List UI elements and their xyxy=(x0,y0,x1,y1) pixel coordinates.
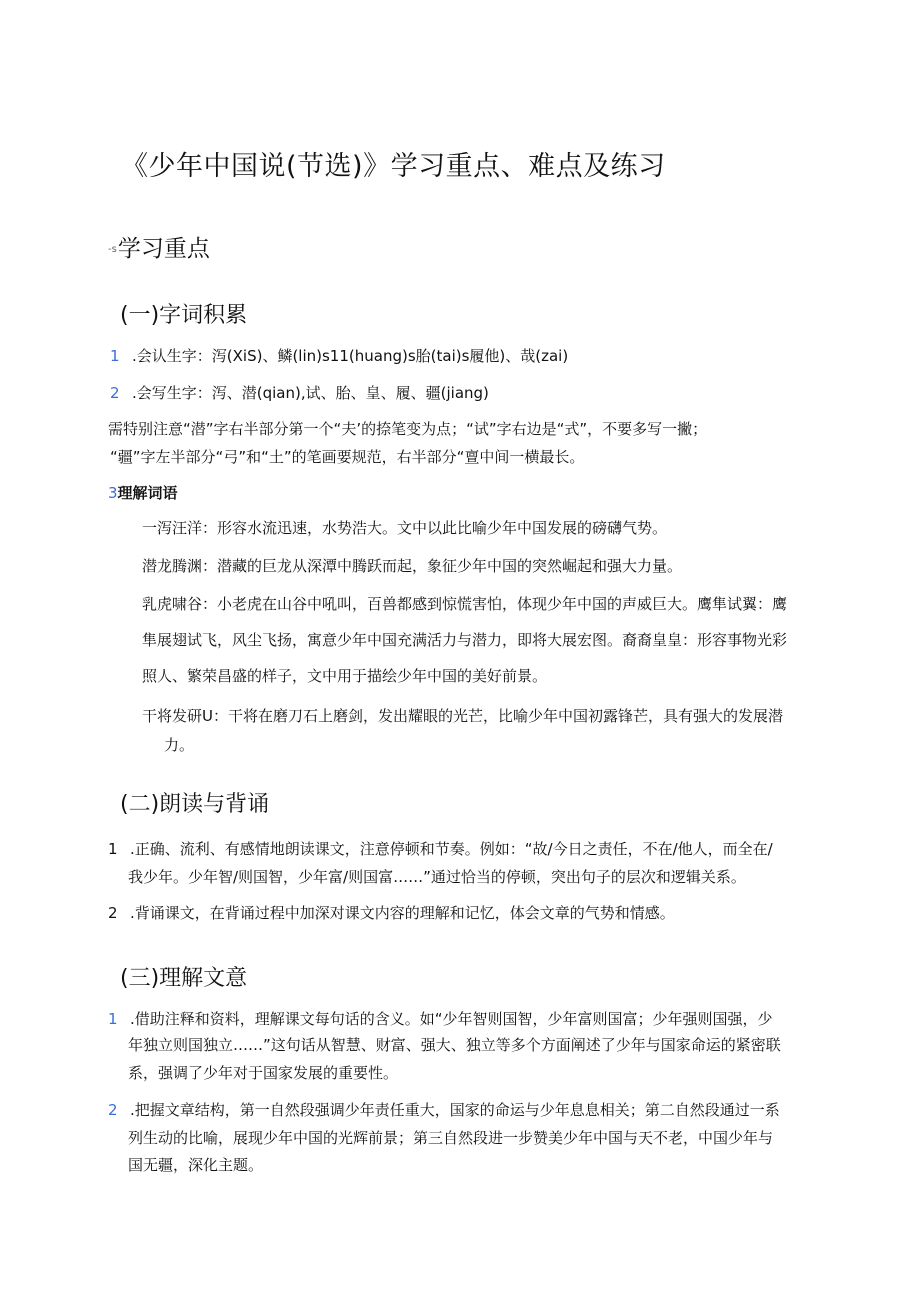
section-marker: -s xyxy=(108,244,117,255)
item-number: 1 xyxy=(110,347,120,365)
part1-heading: (一)字词积累 xyxy=(120,303,248,328)
section-heading-study-focus xyxy=(108,230,210,263)
word-definition: 乳虎啸谷：小老虎在山谷中吼叫，百兽都感到惊慌害怕，体现少年中国的声威巨大。鹰隼试翼：鹰 xyxy=(142,595,788,613)
item-text: .正确、流利、有感情地朗读课文，注意停顿和节奏。例如：“故/今日之责任，不在/他人，而全在/ xyxy=(130,840,773,858)
document-title: 《少年中国说(节选)》学习重点、难点及练习 xyxy=(121,151,666,182)
part1-note-line: “疆”字左半部分“弓”和“土”的笔画要规范，右半部分“亶中间一横最长。 xyxy=(110,448,585,466)
section-heading-text: 学习重点 xyxy=(117,236,210,262)
item-number: 3 xyxy=(108,484,118,502)
word-definition: 干将发研U：干将在磨刀石上磨剑，发出耀眼的光芒，比喻少年中国初露锋芒，具有强大的发展潜 xyxy=(142,707,783,725)
item-text: .把握文章结构，第一自然段强调少年责任重大，国家的命运与少年息息相关；第二自然段通过一系 xyxy=(130,1101,780,1119)
part2-item2 xyxy=(108,901,675,925)
part2-heading: (二)朗读与背诵 xyxy=(120,792,270,817)
item-text: .会写生字：泻、潜(qian),试、胎、皇、履、疆(jiang) xyxy=(132,384,489,402)
item-text: .背诵课文，在背诵过程中加深对课文内容的理解和记忆，体会文章的气势和情感。 xyxy=(130,904,675,922)
part3-item2 xyxy=(108,1098,780,1122)
part1-item2 xyxy=(110,381,489,405)
item-number: 2 xyxy=(110,384,120,402)
item-label: 理解词语 xyxy=(117,484,178,502)
part3-item1-continuation: 系，强调了少年对于国家发展的重要性。 xyxy=(128,1064,399,1082)
part1-item3 xyxy=(108,482,178,503)
part1-item1 xyxy=(110,344,568,368)
word-definition: 潜龙腾渊：潜藏的巨龙从深潭中腾跃而起，象征少年中国的突然崛起和强大力量。 xyxy=(142,557,683,575)
item-number: 1 xyxy=(108,840,118,858)
part3-heading: (三)理解文意 xyxy=(120,966,248,991)
part1-note-line: 需特别注意“潜”字右半部分第一个“夫’的捺笔变为点；“试”字右边是“式”，不要多写一撇； xyxy=(108,420,708,438)
part2-item1-continuation: 我少年。少年智/则国智，少年富/则国富……”通过恰当的停顿，突出句子的层次和逻辑关系。 xyxy=(128,868,746,886)
item-number: 2 xyxy=(108,1101,118,1119)
item-text: .借助注释和资料，理解课文每句话的含义。如“少年智则国智，少年富则国富；少年强则国强，少 xyxy=(130,1010,773,1028)
part3-item2-continuation: 列生动的比喻，展现少年中国的光辉前景；第三自然段进一步赞美少年中国与天不老，中国少年与 xyxy=(128,1129,774,1147)
word-definition: 照人、繁荣昌盛的样子，文中用于描绘少年中国的美好前景。 xyxy=(142,667,548,685)
item-number: 1 xyxy=(108,1010,118,1028)
part3-item1-continuation: 年独立则国独立……”这句话从智慧、财富、强大、独立等多个方面阐述了少年与国家命运的紧密联 xyxy=(128,1036,781,1054)
word-definition: 一泻汪洋：形容水流迅速，水势浩大。文中以此比喻少年中国发展的磅礴气势。 xyxy=(142,519,668,537)
part3-item1 xyxy=(108,1007,773,1031)
item-text: .会认生字：泻(XiS)、鳞(lin)s11(huang)s胎(tai)s履他)、哉(zai) xyxy=(132,347,569,365)
part2-item1 xyxy=(108,837,773,861)
word-definition: 力。 xyxy=(164,736,195,754)
part3-item2-continuation: 国无疆，深化主题。 xyxy=(128,1156,264,1174)
word-definition: 隼展翅试飞，风尘飞扬，寓意少年中国充满活力与潜力，即将大展宏图。裔裔皇皇：形容事物光彩 xyxy=(142,631,788,649)
item-number: 2 xyxy=(108,904,118,922)
